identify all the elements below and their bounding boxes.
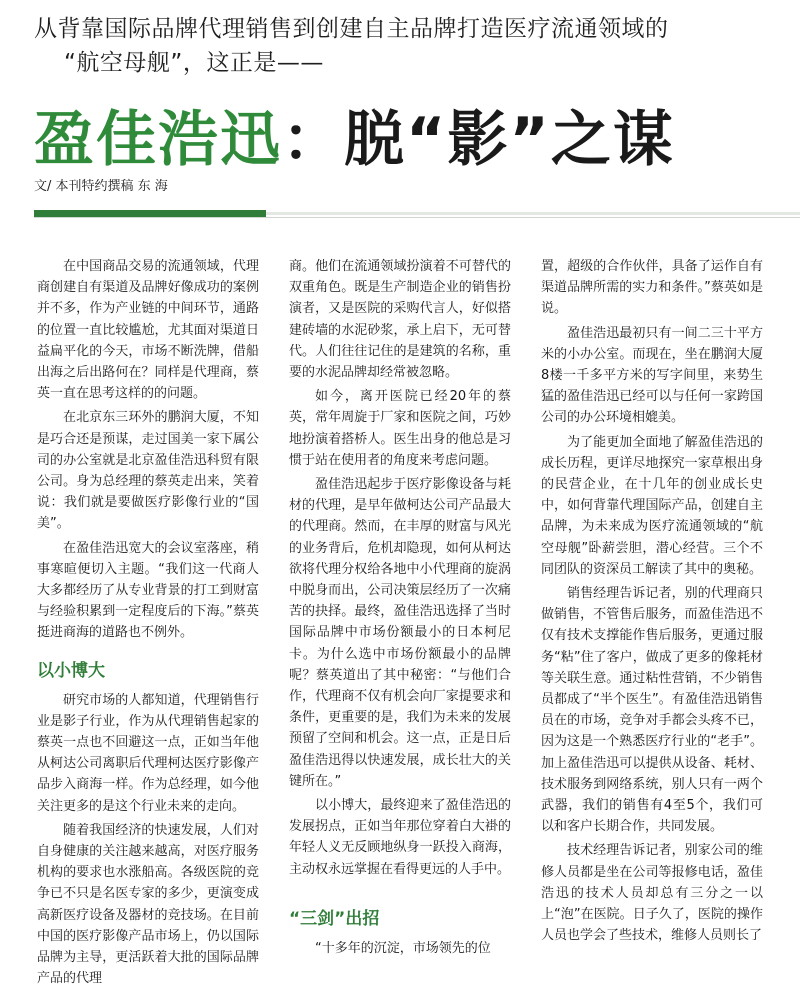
- body-paragraph: 如今，离开医院已经20年的蔡英，常年周旋于厂家和医院之间，巧妙地扮演着搭桥人。医生出身的他总是习惯于站在使用者的角度来考虑问题。: [289, 389, 511, 468]
- body-paragraph: 随着我国经济的快速发展，人们对自身健康的关注越来越高，对医疗服务机构的要求也水涨船高。各级医院的竞争已不只是名医专家的多少，更演变成高新医疗设备及器材的竞技场。在目前中国的医疗影像产品市场上，仍以国际品牌为主导，更活跃着大批的国际品牌产品的代理: [37, 822, 259, 987]
- body-paragraph: 在北京东三环外的鹏润大厦，不知是巧合还是预谋，走过国美一家下属公司的办公室就是北京盈佳浩迅科贸有限公司。身为总经理的蔡英走出来，笑着说：我们就是要做医疗影像行业的“国美”。: [37, 410, 259, 532]
- section-heading: 以小博大: [37, 660, 105, 681]
- section-heading: “三剑”出招: [289, 908, 380, 929]
- article-column-1: [37, 256, 259, 990]
- article-column-3: [541, 256, 763, 950]
- headline-company-name: 盈佳浩迅: [34, 105, 282, 175]
- article-byline: 文/ 本刊特约撰稿 东 海: [34, 179, 168, 194]
- body-paragraph: 以小博大，最终迎来了盈佳浩迅的发展拐点，正如当年那位穿着白大褂的年轻人义无反顾地纵身一跃投入商海，主动权永远掌握在看得更远的人手中。: [289, 798, 511, 877]
- body-paragraph: 盈佳浩迅起步于医疗影像设备与耗材的代理，是早年做柯达公司产品最大的代理商。然而，在丰厚的财富与风光的业务背后，危机却隐现，如何从柯达欲将代理分权给各地中小代理商的旋涡中脱身而出，公司决策层经历了一次痛苦的抉择。最终，盈佳浩迅选择了当时国际品牌中市场份额最小的日本柯尼卡。为什么选中市场份额最小的品牌呢？蔡英道出了其中秘密：“与他们合作，代理商不仅有机会向厂家提要求和条件，更重要的是，我们为未来的发展预留了空间和机会。这一点，正是日后盈佳浩迅得以快速发展，成长壮大的关键所在。”: [289, 477, 511, 789]
- body-paragraph: 技术经理告诉记者，别家公司的维修人员都是坐在公司等报修电话，盈佳浩迅的技术人员却总有三分之一以上“泡”在医院。日子久了，医院的操作人员也学会了些技术，维修人员则长了: [541, 843, 763, 944]
- header-divider: [34, 217, 800, 218]
- body-paragraph: 盈佳浩迅最初只有一间二三十平方米的小办公室。而现在，坐在鹏润大厦8楼一千多平方米的写字间里，来势生猛的盈佳浩迅已经可以与任何一家跨国公司的办公环境相媲美。: [541, 325, 763, 426]
- body-paragraph: “十多年的沉淀，市场领先的位: [315, 940, 491, 956]
- article-kicker: [34, 12, 774, 80]
- header-rule-light: [266, 212, 800, 215]
- header-rule: [34, 210, 266, 217]
- body-paragraph: 在中国商品交易的流通领域，代理商创建自有渠道及品牌好像成功的案例并不多，作为产业链的中间环节，通路的位置一直比较尴尬，尤其面对渠道日益扁平化的今天，市场不断洗牌，借船出海之后出路何在？同样是代理商，蔡英一直在思考这样的的问题。: [37, 259, 259, 402]
- kicker-line-2: “航空母舰”，这正是——: [64, 50, 324, 76]
- headline-subtitle: ：脱“影”之谋: [282, 105, 675, 175]
- kicker-line-1: 从背靠国际品牌代理销售到创建自主品牌打造医疗流通领域的: [34, 16, 669, 42]
- body-paragraph: 商。他们在流通领域扮演着不可替代的双重角色。既是生产制造企业的销售扮演者，又是医院的采购代言人，好似搭建砖墙的水泥砂浆，承上启下，无可替代。人们往往记住的是建筑的名称，重要的水泥品牌却经常被忽略。: [289, 259, 511, 381]
- body-paragraph: 研究市场的人都知道，代理销售行业是影子行业，作为从代理销售起家的蔡英一点也不回避这一点，正如当年他从柯达公司离职后代理柯达医疗影像产品步入商海一样。作为总经理，如今他关注更多的是这个行业未来的走向。: [37, 692, 259, 814]
- body-paragraph: 置，超级的合作伙伴，具备了运作自有渠道品牌所需的实力和条件。”蔡英如是说。: [541, 259, 763, 317]
- body-paragraph: 销售经理告诉记者，别的代理商只做销售，不管售后服务，而盈佳浩迅不仅有技术支撑能作售后服务，更通过服务“粘”住了客户，做成了更多的像耗材等关联生意。通过粘性营销，不少销售员都成了“半个医生”。有盈佳浩迅销售员在的市场，竞争对手都会头疼不已，因为这是一个熟悉医疗行业的“老手”。加上盈佳浩迅可以提供从设备、耗材、技术服务到网络系统，别人只有一两个武器，我们的销售有4至5个，我们可以和客户长期合作，共同发展。: [541, 586, 763, 835]
- article-headline: [34, 104, 774, 176]
- article-column-2: [289, 256, 511, 962]
- body-paragraph: 为了能更加全面地了解盈佳浩迅的成长历程，更详尽地探究一家草根出身的民营企业，在十几年的创业成长史中，如何背靠代理国际产品，创建自主品牌，为未来成为医疗流通领域的“航空母舰”卧薪尝胆，潜心经营。三个不同团队的资深员工解读了其中的奥秘。: [541, 434, 763, 577]
- body-paragraph: 在盈佳浩迅宽大的会议室落座，稍事寒暄便切入主题。“我们这一代商人大多都经历了从专业背景的打工到财富与经验积累到一定程度后的下海。”蔡英挺进商海的道路也不例外。: [37, 540, 259, 641]
